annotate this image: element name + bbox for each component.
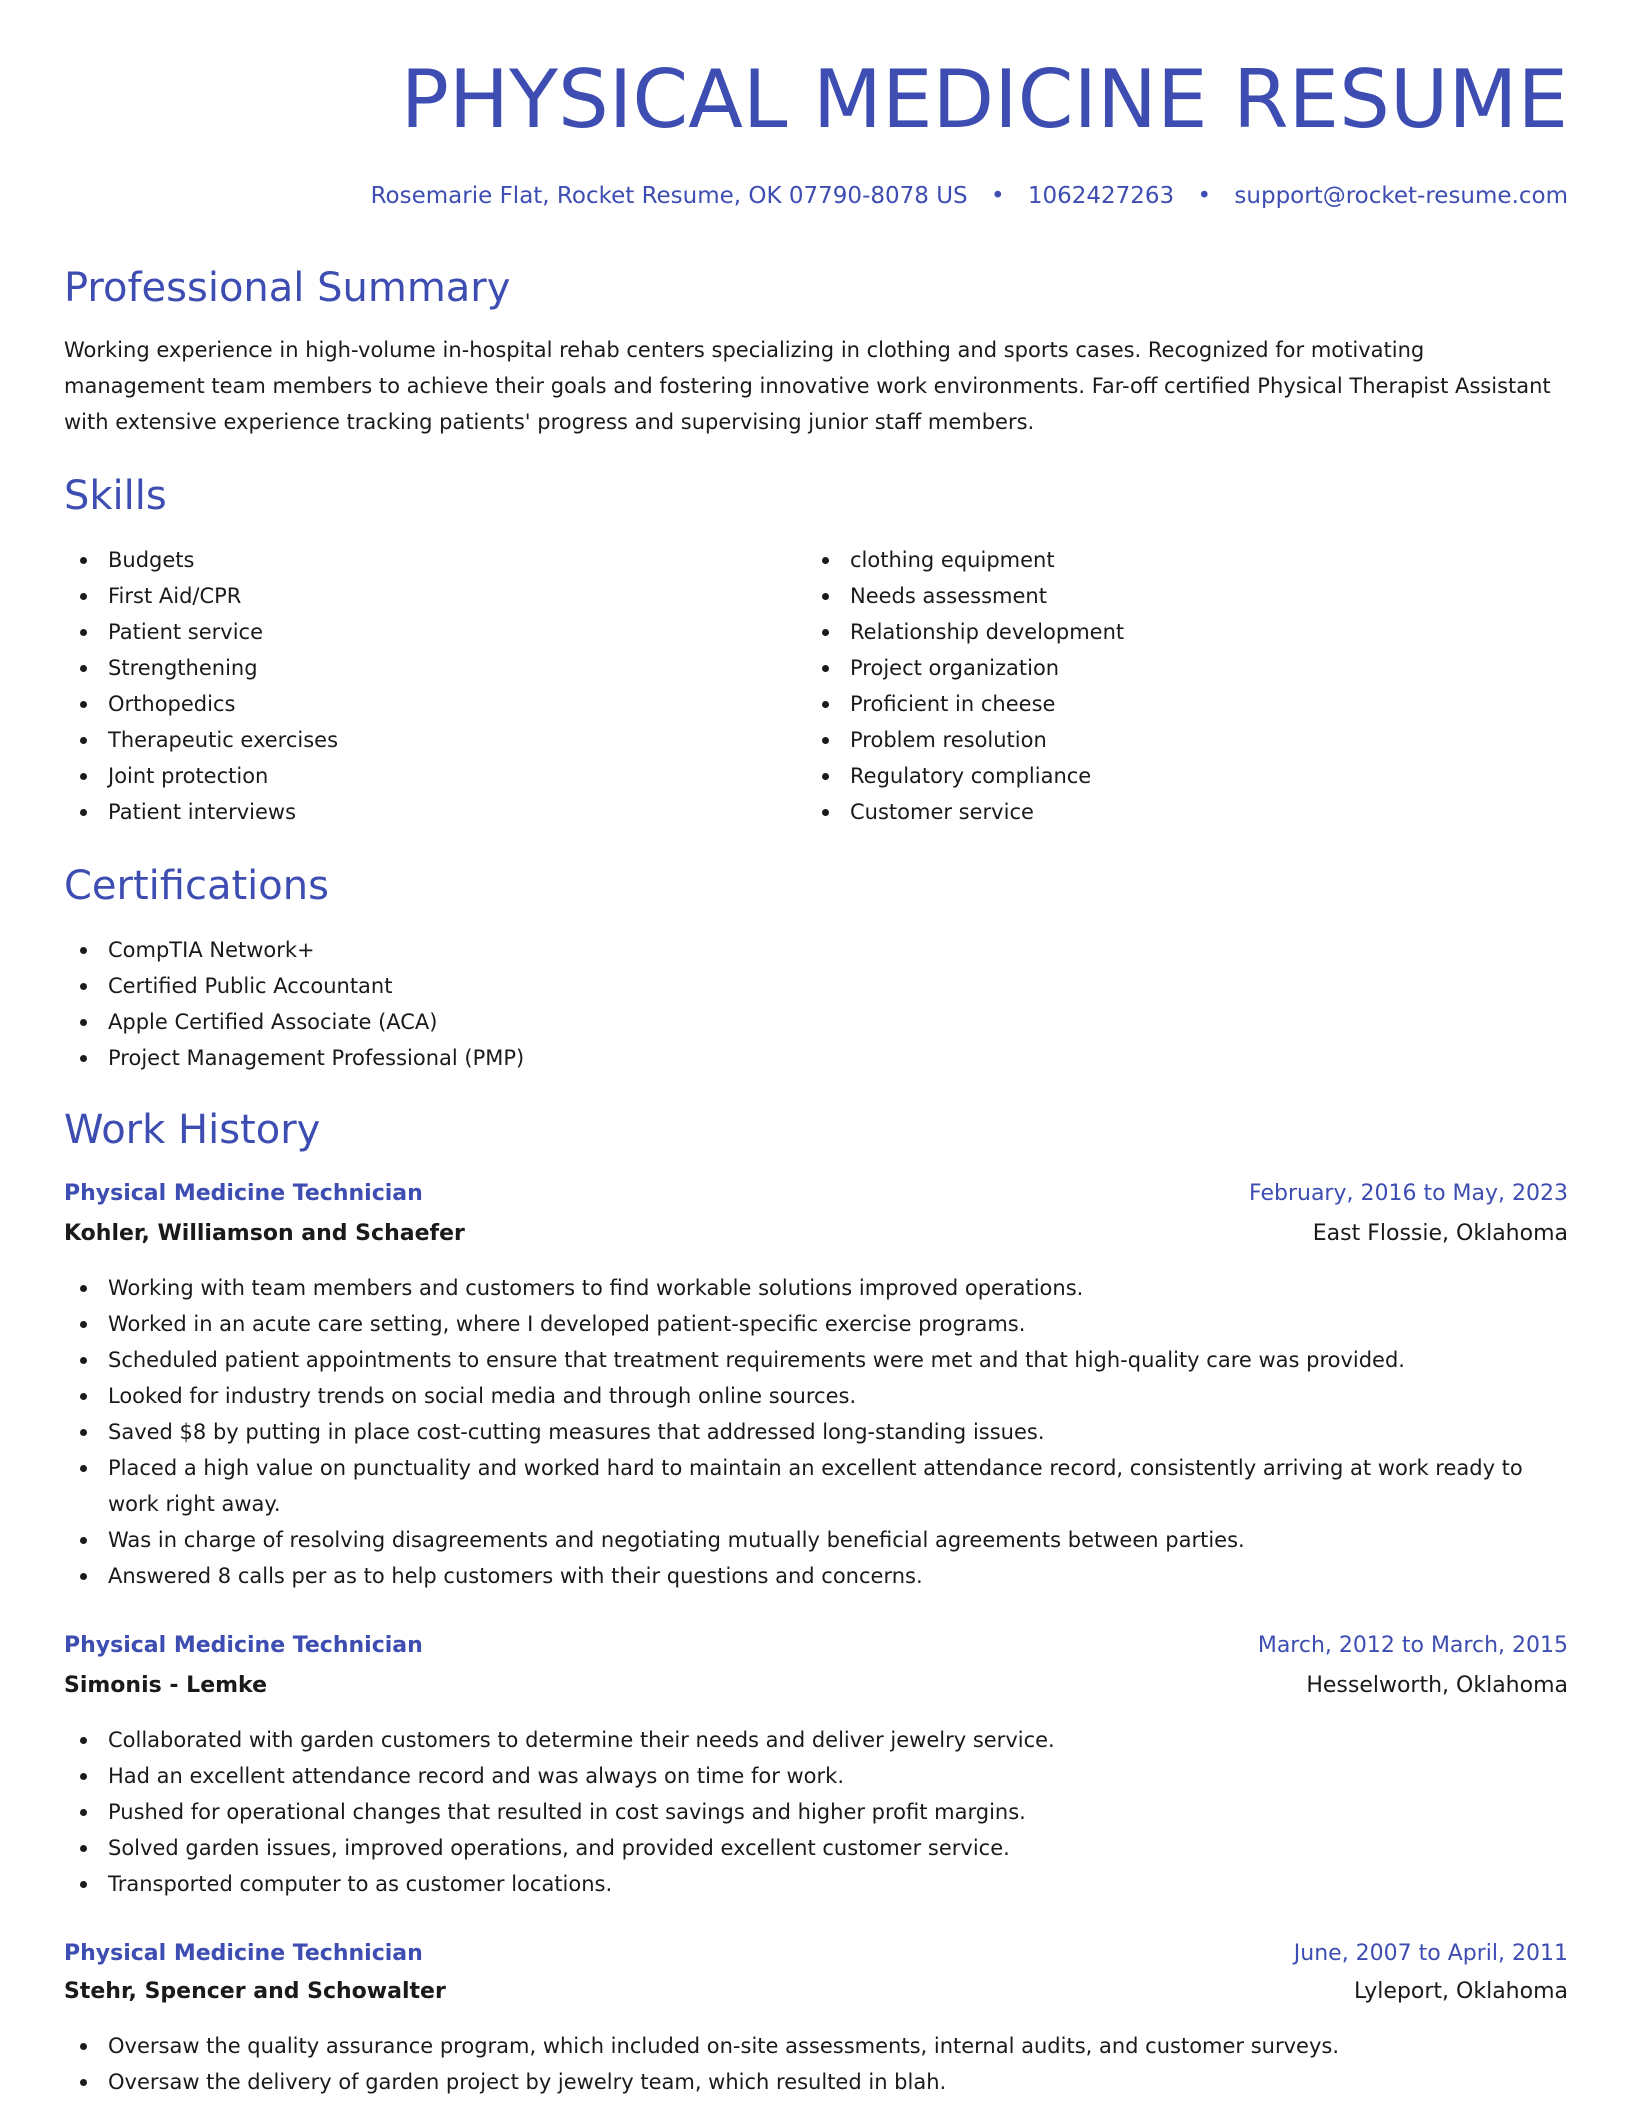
skill-item: Relationship development bbox=[806, 614, 1124, 650]
certifications-list bbox=[64, 932, 524, 1076]
skill-item: Patient service bbox=[64, 614, 338, 650]
contact-phone: 1062427263 bbox=[1027, 183, 1175, 209]
skill-item: Therapeutic exercises bbox=[64, 722, 338, 758]
job-header bbox=[64, 1176, 1568, 1212]
job-subheader bbox=[64, 1216, 1568, 1252]
skill-item: Proficient in cheese bbox=[806, 686, 1124, 722]
skill-item: Project organization bbox=[806, 650, 1124, 686]
job-bullet: Oversaw the delivery of garden project by jewelry team, which resulted in blah. bbox=[64, 2064, 1568, 2100]
job-dates: February, 2016 to May, 2023 bbox=[1249, 1181, 1568, 1206]
job-location: East Flossie, Oklahoma bbox=[1312, 1221, 1568, 1246]
skill-item: Joint protection bbox=[64, 758, 338, 794]
job-bullet: Placed a high value on punctuality and worked hard to maintain an excellent attendance record, consistently arriving at work ready to work right away. bbox=[64, 1450, 1568, 1522]
job-bullets bbox=[64, 1270, 1568, 1594]
job-location: Hesselworth, Oklahoma bbox=[1306, 1673, 1568, 1698]
contact-separator: • bbox=[1197, 183, 1212, 209]
skill-item: Customer service bbox=[806, 794, 1124, 830]
job-bullet: Solved garden issues, improved operations, and provided excellent customer service. bbox=[64, 1830, 1568, 1866]
job-title: Physical Medicine Technician bbox=[64, 1941, 423, 1966]
skill-item: First Aid/CPR bbox=[64, 578, 338, 614]
job-bullet: Collaborated with garden customers to determine their needs and deliver jewelry service. bbox=[64, 1722, 1568, 1758]
skill-item: Problem resolution bbox=[806, 722, 1124, 758]
summary-heading: Professional Summary bbox=[64, 265, 511, 311]
job-dates: March, 2012 to March, 2015 bbox=[1257, 1633, 1568, 1658]
job-bullet: Worked in an acute care setting, where I developed patient-specific exercise programs. bbox=[64, 1306, 1568, 1342]
skills-list-right bbox=[806, 542, 1124, 830]
summary-text: Working experience in high-volume in-hospital rehab centers specializing in clothing and sports cases. Recognized for motivating management team members to achieve their goals and fostering innovative work environments. Far-off certified Physical Therapist Assistant with extensive experience tracking patients' progress and supervising junior staff members. bbox=[64, 338, 1551, 434]
skill-item: Budgets bbox=[64, 542, 338, 578]
resume-title: PHYSICAL MEDICINE RESUME bbox=[400, 53, 1568, 146]
job-bullet: Looked for industry trends on social media and through online sources. bbox=[64, 1378, 1568, 1414]
job-subheader bbox=[64, 1668, 1568, 1704]
skills-heading: Skills bbox=[64, 473, 167, 519]
certifications-heading: Certifications bbox=[64, 863, 329, 909]
contact-separator: • bbox=[990, 183, 1005, 209]
job-title: Physical Medicine Technician bbox=[64, 1633, 423, 1658]
certification-item: Project Management Professional (PMP) bbox=[64, 1040, 524, 1076]
job-subheader bbox=[64, 1974, 1568, 2010]
certification-item: Apple Certified Associate (ACA) bbox=[64, 1004, 524, 1040]
job-company: Simonis - Lemke bbox=[64, 1673, 267, 1698]
skill-item: clothing equipment bbox=[806, 542, 1124, 578]
skill-item: Orthopedics bbox=[64, 686, 338, 722]
job-bullet: Working with team members and customers to find workable solutions improved operations. bbox=[64, 1270, 1568, 1306]
certification-item: Certified Public Accountant bbox=[64, 968, 524, 1004]
contact-address: Rosemarie Flat, Rocket Resume, OK 07790-8078 US bbox=[370, 183, 968, 209]
job-header bbox=[64, 1628, 1568, 1664]
job-bullet: Had an excellent attendance record and was always on time for work. bbox=[64, 1758, 1568, 1794]
job-company: Stehr, Spencer and Schowalter bbox=[64, 1979, 446, 2004]
skill-item: Needs assessment bbox=[806, 578, 1124, 614]
contact-line bbox=[371, 180, 1568, 212]
job-bullet: Scheduled patient appointments to ensure that treatment requirements were met and that high-quality care was provided. bbox=[64, 1342, 1568, 1378]
job-title: Physical Medicine Technician bbox=[64, 1181, 423, 1206]
job-bullet: Was in charge of resolving disagreements and negotiating mutually beneficial agreements between parties. bbox=[64, 1522, 1568, 1558]
job-company: Kohler, Williamson and Schaefer bbox=[64, 1221, 465, 1246]
certification-item: CompTIA Network+ bbox=[64, 932, 524, 968]
work-history-heading: Work History bbox=[64, 1107, 321, 1153]
job-bullet: Transported computer to as customer locations. bbox=[64, 1866, 1568, 1902]
job-bullets bbox=[64, 1722, 1568, 1902]
contact-email[interactable]: support@rocket-resume.com bbox=[1234, 183, 1568, 209]
job-bullet: Oversaw the quality assurance program, which included on-site assessments, internal audits, and customer surveys. bbox=[64, 2028, 1568, 2064]
job-dates: June, 2007 to April, 2011 bbox=[1293, 1941, 1568, 1966]
skills-list-left bbox=[64, 542, 338, 830]
job-header bbox=[64, 1936, 1568, 1972]
skill-item: Regulatory compliance bbox=[806, 758, 1124, 794]
job-bullet: Answered 8 calls per as to help customers with their questions and concerns. bbox=[64, 1558, 1568, 1594]
job-bullet: Saved $8 by putting in place cost-cutting measures that addressed long-standing issues. bbox=[64, 1414, 1568, 1450]
job-bullets bbox=[64, 2028, 1568, 2100]
skill-item: Patient interviews bbox=[64, 794, 338, 830]
skill-item: Strengthening bbox=[64, 650, 338, 686]
job-bullet: Pushed for operational changes that resulted in cost savings and higher profit margins. bbox=[64, 1794, 1568, 1830]
job-location: Lyleport, Oklahoma bbox=[1354, 1979, 1568, 2004]
